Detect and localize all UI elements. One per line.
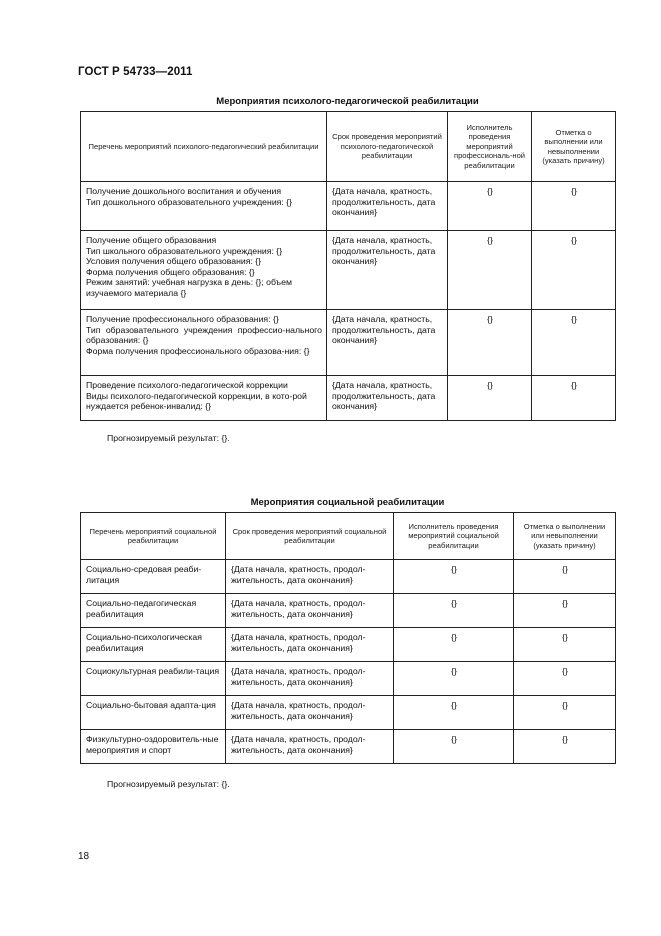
table-row [81,696,616,730]
table1-caption: Мероприятия психолого-педагогической реабилитации [216,96,479,107]
measure-cell: Социально-бытовая адапта-ция [81,696,226,730]
executor-cell: {} [394,696,514,730]
measure-cell [81,376,327,421]
table1-forecast-result: Прогнозируемый результат: {}. [107,433,230,443]
column-header-measures: Перечень мероприятий психолого-педагогический реабилитации [81,112,327,182]
executor-cell: {} [394,662,514,696]
table-row [81,182,616,231]
measure-cell: Социально-педагогическая реабилитация [81,594,226,628]
mark-cell: {} [532,182,616,231]
column-header-executor: Исполнитель проведения мероприятий социальной реабилитации [394,513,514,560]
document-header: ГОСТ Р 54733—2011 [78,66,193,78]
measure-line: Виды психолого-педагогической коррекции, в кото-рой нуждается ребенок-инвалид: {} [86,390,307,412]
mark-cell: {} [514,594,616,628]
column-header-term: Срок проведения мероприятий психолого-педагогической реабилитации [327,112,448,182]
column-header-term: Срок проведения мероприятий социальной реабилитации [226,513,394,560]
table-row [81,560,616,594]
column-header-mark: Отметка о выполнении или невыполнении (указать причину) [532,112,616,182]
table-row [81,628,616,662]
executor-cell: {} [394,628,514,662]
measure-line: Форма получения общего образования: {} [86,266,255,277]
term-cell: {Дата начала, кратность, продол-жительность, дата окончания} [226,594,394,628]
term-cell: {Дата начала, кратность, продол-жительность, дата окончания} [226,560,394,594]
executor-cell: {} [394,560,514,594]
measure-line: Тип дошкольного образовательного учреждения: {} [86,196,293,207]
executor-cell: {} [394,730,514,764]
mark-cell: {} [514,696,616,730]
term-cell: {Дата начала, кратность, продол-жительность, дата окончания} [226,628,394,662]
term-cell: {Дата начала, кратность, продолжительность, дата окончания} [327,310,448,376]
mark-cell: {} [532,376,616,421]
table-header-row [81,112,616,182]
measure-line: Форма получения профессионального образова-ния: {} [86,345,310,356]
executor-cell: {} [448,310,532,376]
table-row [81,594,616,628]
term-cell: {Дата начала, кратность, продол-жительность, дата окончания} [226,696,394,730]
measure-cell [81,182,327,231]
measure-line: Получение профессионального образования: {} [86,314,279,324]
mark-cell: {} [514,730,616,764]
executor-cell: {} [448,376,532,421]
measure-cell: Социально-психологическая реабилитация [81,628,226,662]
measure-line: Условия получения общего образования: {} [86,256,262,267]
page-number: 18 [78,851,90,862]
table-header-row [81,513,616,560]
table-row [81,376,616,421]
measure-line: Получение дошкольного воспитания и обучения [86,186,282,196]
measure-line: Получение общего образования [86,235,217,245]
column-header-mark: Отметка о выполнении или невыполнении (указать причину) [514,513,616,560]
term-cell: {Дата начала, кратность, продол-жительность, дата окончания} [226,730,394,764]
table-row [81,231,616,310]
measure-line: Тип школьного образовательного учреждения: {} [86,245,283,256]
term-cell: {Дата начала, кратность, продолжительность, дата окончания} [327,231,448,310]
mark-cell: {} [514,662,616,696]
executor-cell: {} [448,182,532,231]
term-cell: {Дата начала, кратность, продолжительность, дата окончания} [327,182,448,231]
table2-caption: Мероприятия социальной реабилитации [250,497,445,508]
table-row [81,310,616,376]
mark-cell: {} [532,310,616,376]
measure-cell: Социокультурная реабили-тация [81,662,226,696]
measure-cell: Социально-средовая реаби-литация [81,560,226,594]
measure-line: Проведение психолого-педагогической коррекции [86,380,288,390]
social-rehabilitation-table [80,512,616,764]
measure-cell [81,310,327,376]
column-header-measures: Перечень мероприятий социальной реабилитации [81,513,226,560]
term-cell: {Дата начала, кратность, продолжительность, дата окончания} [327,376,448,421]
executor-cell: {} [448,231,532,310]
table-row [81,662,616,696]
measure-cell [81,231,327,310]
mark-cell: {} [532,231,616,310]
column-header-executor: Исполнитель проведения мероприятий профессиональ-ной реабилитации [448,112,532,182]
psycho-pedagogical-table [80,111,616,421]
mark-cell: {} [514,560,616,594]
table2-forecast-result: Прогнозируемый результат: {}. [107,779,230,789]
measure-cell: Физкультурно-оздоровитель-ные мероприятия и спорт [81,730,226,764]
measure-line: Тип образовательного учреждения профессио-нального образования: {} [86,324,322,346]
term-cell: {Дата начала, кратность, продол-жительность, дата окончания} [226,662,394,696]
executor-cell: {} [394,594,514,628]
mark-cell: {} [514,628,616,662]
table-row [81,730,616,764]
measure-line: Режим занятий: учебная нагрузка в день: {}; объем изучаемого материала {} [86,277,292,298]
